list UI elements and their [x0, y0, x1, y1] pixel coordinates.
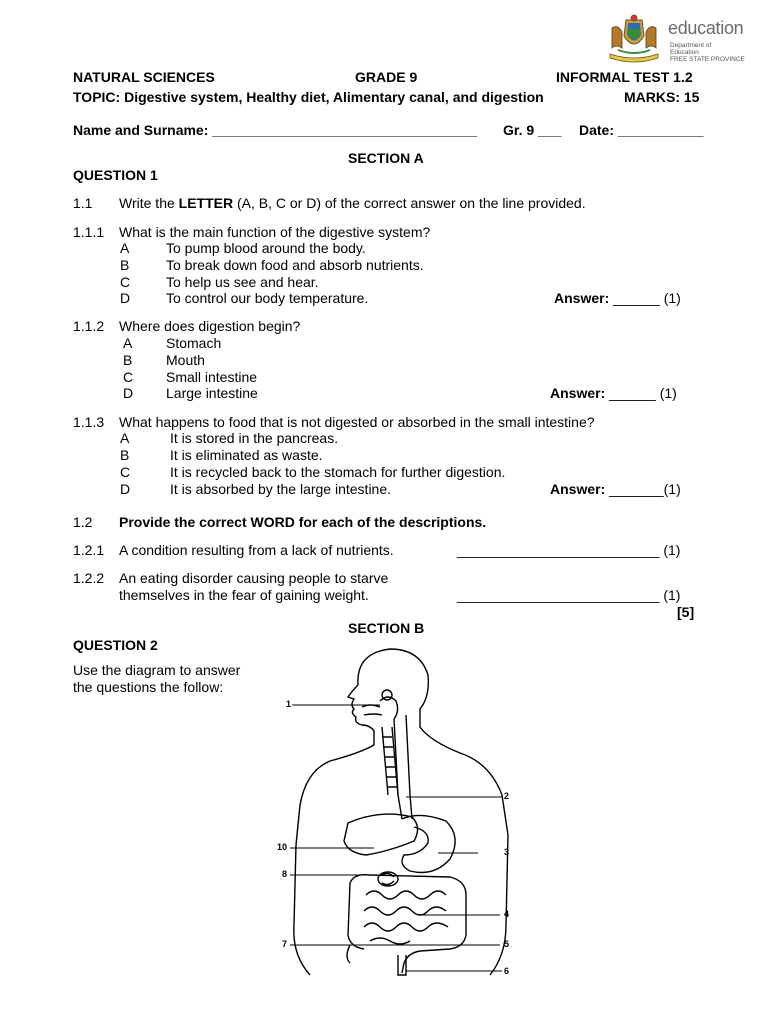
digestive-system-diagram [270, 645, 530, 985]
q1-1-instruction: Write the LETTER (A, B, C or D) of the correct answer on the line provided. [119, 195, 586, 211]
q1-2-2-description-line1: An eating disorder causing people to starve [119, 570, 389, 586]
option-letter: D [120, 481, 131, 497]
option-letter: A [120, 240, 130, 256]
diagram-label-2: 2 [504, 791, 510, 801]
logo-dept-line1: Department of [670, 42, 712, 49]
logo-wordmark: education [668, 18, 744, 38]
q1-2-2-answer-line[interactable]: __________________________ (1) [457, 587, 681, 603]
q1-1-3-answer[interactable]: Answer: _______(1) [550, 481, 681, 497]
coat-of-arms-icon [604, 14, 664, 64]
diagram-label-6: 6 [504, 966, 510, 976]
test-title: INFORMAL TEST 1.2 [556, 69, 693, 85]
marks-total: MARKS: 15 [624, 89, 700, 105]
option-text: It is eliminated as waste. [170, 447, 323, 463]
option-text: It is recycled back to the stomach for further digestion. [170, 464, 506, 480]
option-letter: D [123, 385, 134, 401]
q2-intro-line2: the questions the follow: [73, 679, 224, 695]
option-text: It is absorbed by the large intestine. [170, 481, 392, 497]
small-intestine [364, 891, 448, 944]
q1-1-2-answer[interactable]: Answer: ______ (1) [550, 385, 677, 401]
face-outline [296, 685, 374, 845]
option-text: Stomach [166, 335, 222, 351]
diagram-label-1: 1 [286, 699, 292, 709]
q1-1-1-answer[interactable]: Answer: ______ (1) [554, 290, 681, 306]
diagram-label-7: 7 [282, 939, 288, 949]
option-letter: A [120, 430, 130, 446]
option-letter: D [120, 290, 131, 306]
option-letter: C [120, 274, 131, 290]
diagram-label-5: 5 [504, 939, 510, 949]
q1-1-3-number: 1.1.3 [73, 414, 105, 430]
head-outline [358, 649, 508, 835]
q1-2-2-description-line2: themselves in the fear of gaining weight. [119, 587, 369, 603]
name-field[interactable]: Name and Surname: __________________________________ [73, 122, 477, 138]
option-text: To help us see and hear. [166, 274, 319, 290]
option-letter: A [123, 335, 133, 351]
option-letter: C [120, 464, 131, 480]
topic-line: TOPIC: Digestive system, Healthy diet, Alimentary canal, and digestion [73, 89, 544, 105]
diagram-label-10: 10 [277, 842, 288, 852]
option-text: Large intestine [166, 385, 258, 401]
q1-2-1-description: A condition resulting from a lack of nutrients. [119, 542, 394, 558]
q1-1-number: 1.1 [73, 195, 93, 211]
section-a-title: SECTION A [348, 150, 424, 166]
option-text: It is stored in the pancreas. [170, 430, 339, 446]
question-1-title: QUESTION 1 [73, 167, 158, 183]
option-letter: B [123, 352, 133, 368]
education-logo [604, 14, 754, 64]
q1-2-1-number: 1.2.1 [73, 542, 105, 558]
q1-1-1-number: 1.1.1 [73, 224, 105, 240]
option-text: Mouth [166, 352, 205, 368]
diagram-label-3: 3 [504, 847, 510, 857]
q1-1-2-question: Where does digestion begin? [119, 318, 301, 334]
option-letter: B [120, 257, 130, 273]
diagram-label-8: 8 [282, 869, 288, 879]
option-text: To control our body temperature. [166, 290, 369, 306]
appendix [347, 945, 350, 963]
q1-1-1-question: What is the main function of the digestive system? [119, 224, 431, 240]
q1-1-2-number: 1.1.2 [73, 318, 105, 334]
logo-dept-line2: Education [670, 49, 699, 56]
q1-2-instruction: Provide the correct WORD for each of the descriptions. [119, 514, 487, 530]
section-b-title: SECTION B [348, 620, 425, 636]
option-text: To break down food and absorb nutrients. [166, 257, 424, 273]
option-text: To pump blood around the body. [166, 240, 366, 256]
q1-2-number: 1.2 [73, 514, 93, 530]
q1-1-3-question: What happens to food that is not digested or absorbed in the small intestine? [119, 414, 595, 430]
diagram-label-4: 4 [504, 909, 510, 919]
grade-title: GRADE 9 [355, 69, 418, 85]
stomach [402, 815, 455, 872]
option-letter: C [123, 369, 134, 385]
q1-2-2-number: 1.2.2 [73, 570, 105, 586]
option-letter: B [120, 447, 130, 463]
option-text: Small intestine [166, 369, 258, 385]
liver [344, 814, 418, 855]
q2-intro-line1: Use the diagram to answer [73, 662, 241, 678]
date-field[interactable]: Date: ___________ [579, 122, 704, 138]
subject-title: NATURAL SCIENCES [73, 69, 215, 85]
question-2-title: QUESTION 2 [73, 637, 158, 653]
logo-province: FREE STATE PROVINCE [670, 56, 745, 63]
section-a-total: [5] [677, 604, 695, 620]
grade-field[interactable]: Gr. 9 ___ [503, 122, 562, 138]
q1-2-1-answer-line[interactable]: __________________________ (1) [457, 542, 681, 558]
